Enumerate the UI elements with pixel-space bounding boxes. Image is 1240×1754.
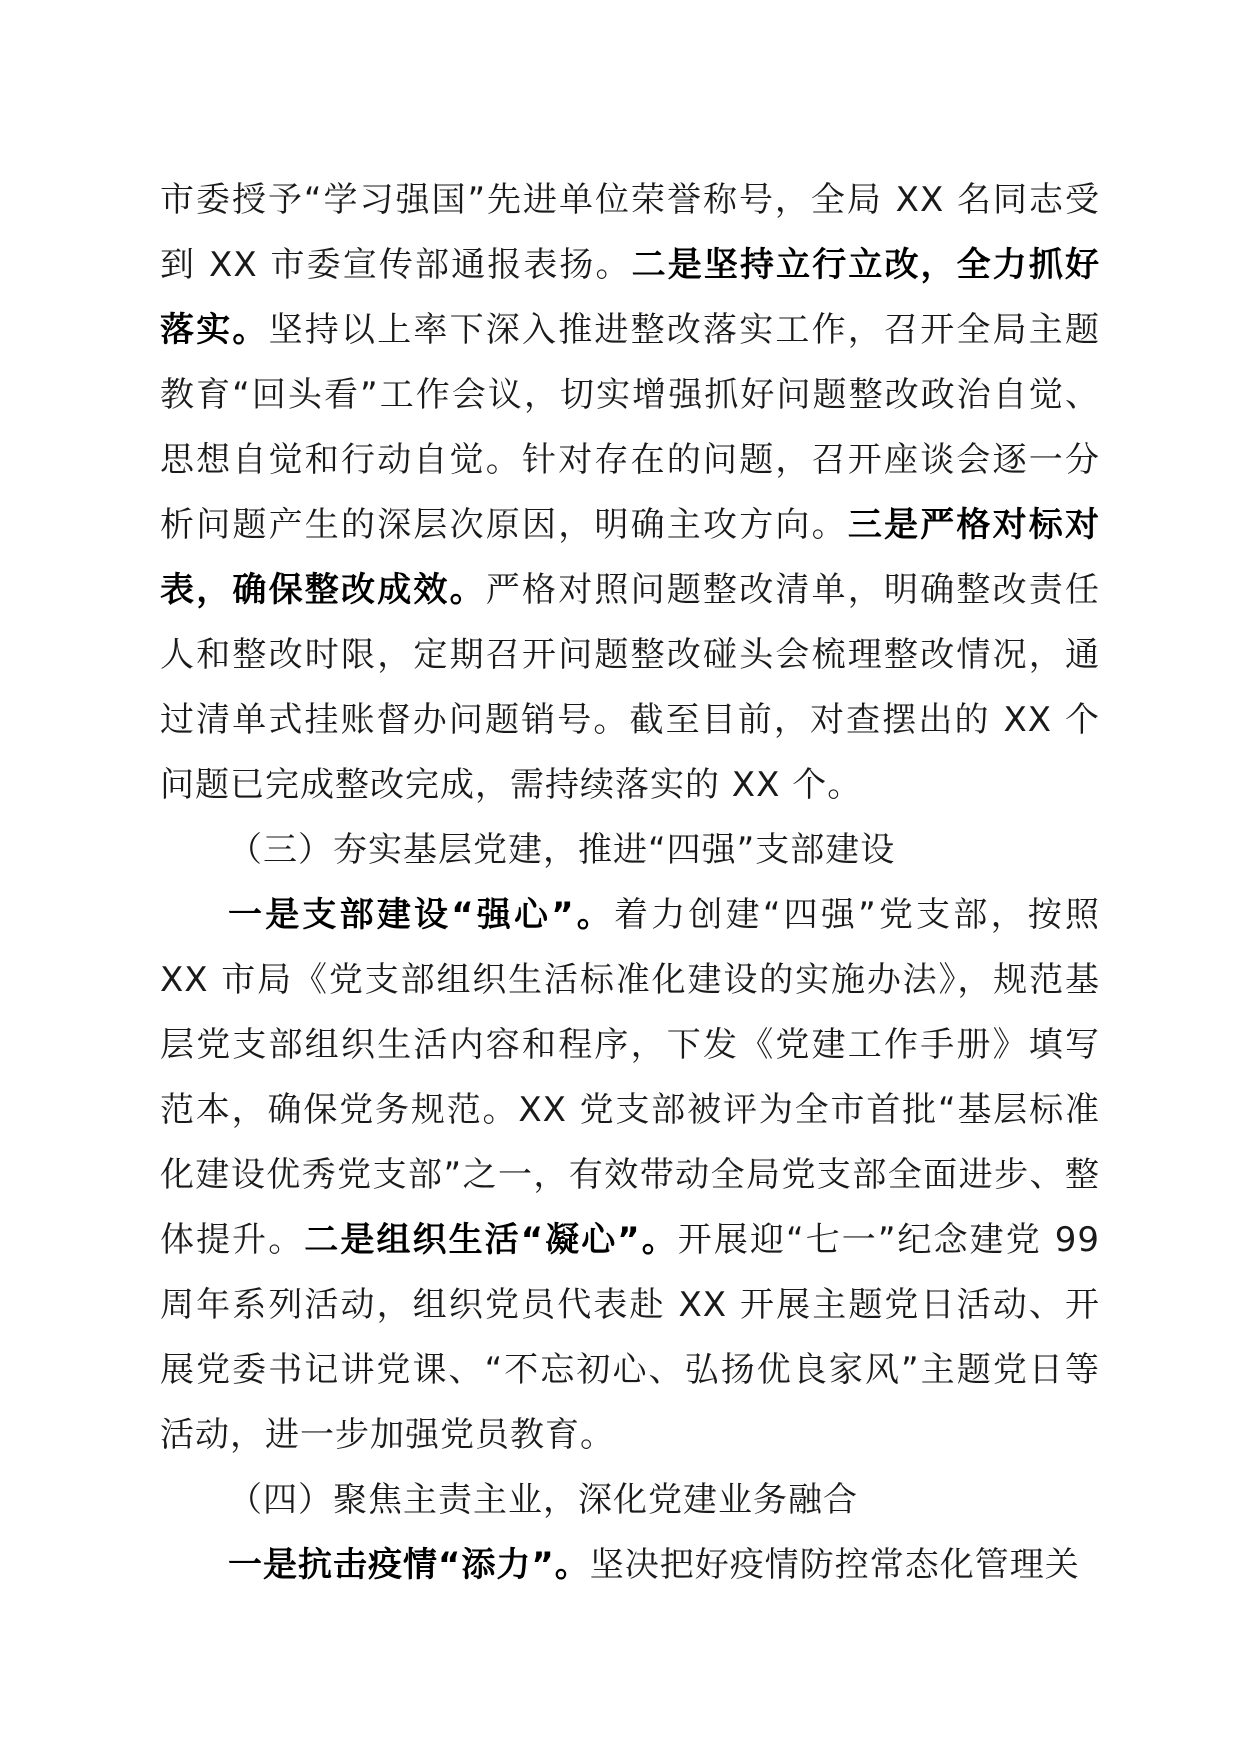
bold-text-run: 二是组织生活“凝心”。 bbox=[304, 1220, 678, 1260]
heading-text: （四）聚焦主责主业，深化党建业务融合 bbox=[228, 1480, 858, 1520]
bold-text-run: 一是抗击疫情“添力”。 bbox=[228, 1545, 590, 1585]
text-run: 坚决把好疫情防控常态化管理关 bbox=[589, 1545, 1080, 1585]
bold-text-run: 三是严格对标对表，确保整改成效。 bbox=[160, 505, 1101, 610]
text-run: 着力创建“四强”党支部，按照 XX 市局《党支部组织生活标准化建设的实施办法》，规范基层党支部组织生活内容和程序，下发《党建工作手册》填写范本，确保党务规范。XX 党支部被评为全市首批“基层标准化建设优秀党支部”之一，有效带动全局党支部全面进步、整体提升。 bbox=[160, 895, 1100, 1260]
section-heading-3 bbox=[160, 818, 1100, 883]
text-run: 开展迎“七一”纪念建党 99 周年系列活动，组织党员代表赴 XX 开展主题党日活动、开展党委书记讲党课、“不忘初心、弘扬优良家风”主题党日等活动，进一步加强党员教育。 bbox=[160, 1220, 1100, 1455]
bold-text-run: 一是支部建设“强心”。 bbox=[228, 895, 615, 935]
paragraph-branch-building bbox=[160, 883, 1100, 1468]
paragraph-continuation bbox=[160, 168, 1100, 818]
text-run: 市委授予“学习强国”先进单位荣誉称号，全局 XX 名同志受到 XX 市委宣传部通报表扬。 bbox=[160, 180, 1100, 285]
bold-text-run: 二是坚持立行立改，全力抓好落实。 bbox=[160, 245, 1100, 350]
heading-text: （三）夯实基层党建，推进“四强”支部建设 bbox=[228, 830, 896, 870]
text-run: 严格对照问题整改清单，明确整改责任人和整改时限，定期召开问题整改碰头会梳理整改情况，通过清单式挂账督办问题销号。截至目前，对查摆出的 XX 个问题已完成整改完成，需持续落实的 XX 个。 bbox=[160, 570, 1101, 805]
paragraph-epidemic bbox=[160, 1533, 1100, 1598]
text-run: 坚持以上率下深入推进整改落实工作，召开全局主题教育“回头看”工作会议，切实增强抓好问题整改政治自觉、思想自觉和行动自觉。针对存在的问题，召开座谈会逐一分析问题产生的深层次原因，明确主攻方向。 bbox=[160, 310, 1101, 545]
section-heading-4 bbox=[160, 1468, 1100, 1533]
document-body bbox=[160, 168, 1100, 1598]
